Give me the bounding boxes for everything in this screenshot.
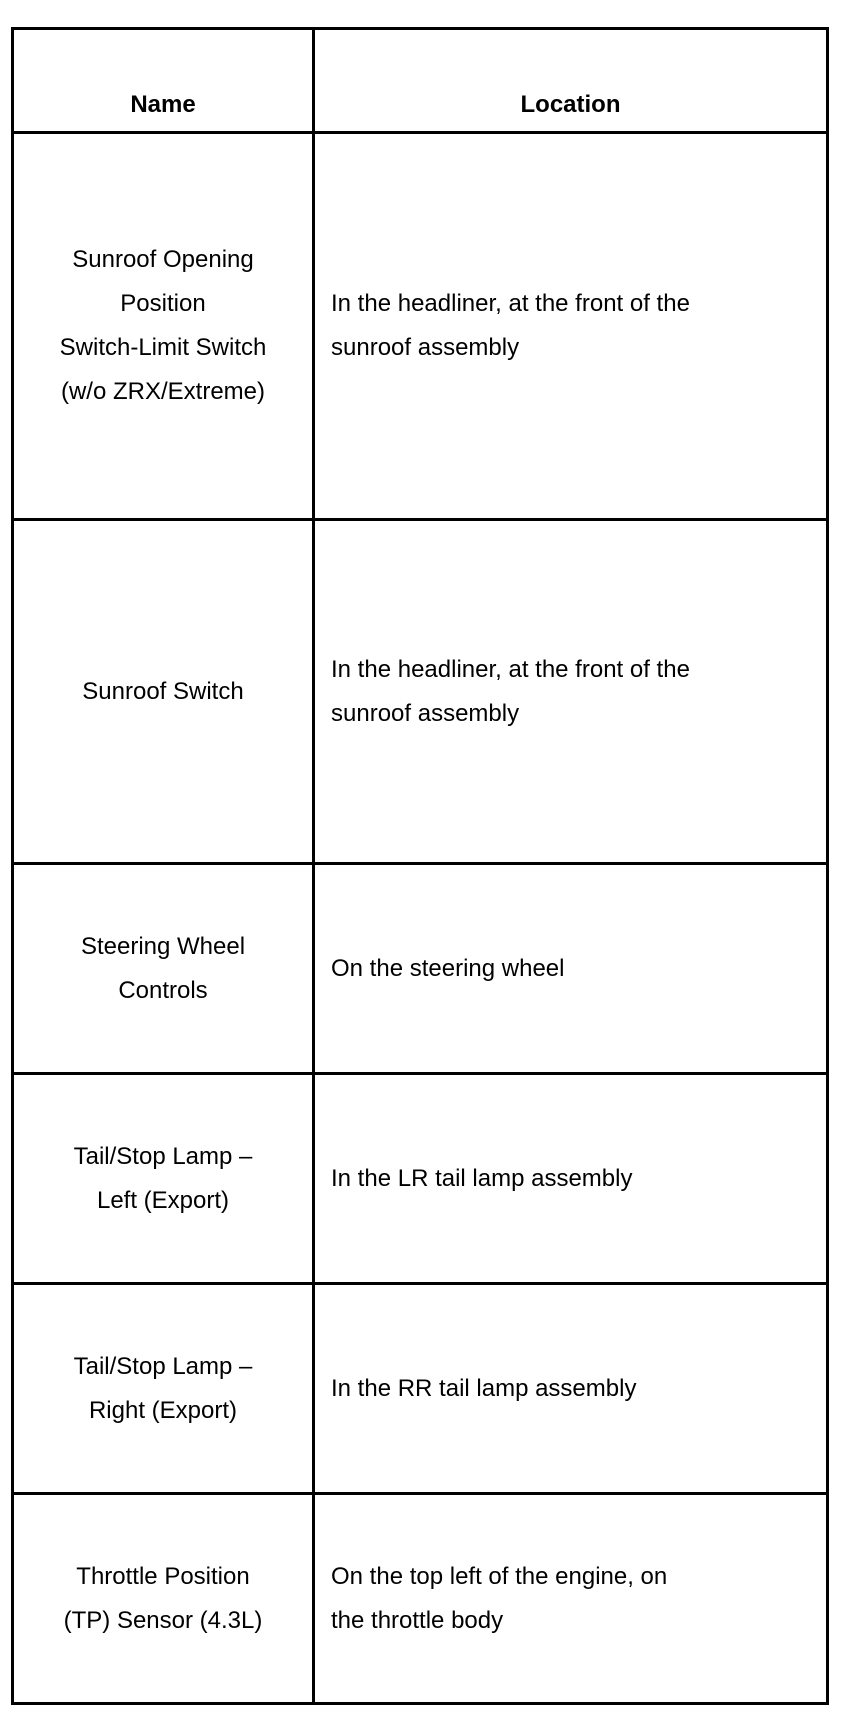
location-text: On the top left of the engine, on the throttle body xyxy=(331,1562,668,1634)
location-text: In the headliner, at the front of the sunroof assembly xyxy=(331,290,690,361)
name-cell xyxy=(13,1494,314,1704)
name-cell xyxy=(13,133,314,520)
name-cell xyxy=(13,864,314,1074)
location-cell xyxy=(314,1284,828,1494)
table-row xyxy=(13,864,828,1074)
location-text: In the LR tail lamp assembly xyxy=(331,1164,633,1192)
name-cell xyxy=(13,1074,314,1284)
location-cell xyxy=(314,133,828,520)
location-cell xyxy=(314,1494,828,1704)
table-row xyxy=(13,1494,828,1704)
location-cell xyxy=(314,520,828,864)
location-cell xyxy=(314,1074,828,1284)
name-text: Sunroof Switch xyxy=(82,677,244,705)
table-row xyxy=(13,520,828,864)
table-row xyxy=(13,133,828,520)
name-cell xyxy=(13,520,314,864)
table-row xyxy=(13,1074,828,1284)
location-text: In the headliner, at the front of the sunroof assembly xyxy=(331,655,690,727)
component-location-table-wrapper xyxy=(11,27,826,1705)
location-text: On the steering wheel xyxy=(331,954,565,982)
table-header-row xyxy=(13,29,828,133)
name-text: Tail/Stop Lamp – Left (Export) xyxy=(73,1142,253,1214)
column-header-name: Name xyxy=(13,29,314,133)
table-row xyxy=(13,1284,828,1494)
name-text: Tail/Stop Lamp – Right (Export) xyxy=(73,1352,253,1424)
name-text: Throttle Position (TP) Sensor (4.3L) xyxy=(63,1562,263,1634)
location-text: In the RR tail lamp assembly xyxy=(331,1374,637,1402)
component-location-table xyxy=(11,27,829,1705)
column-header-location: Location xyxy=(314,29,828,133)
name-text: Sunroof Opening Position Switch-Limit Switch (w/o ZRX/Extreme) xyxy=(59,246,267,405)
location-cell xyxy=(314,864,828,1074)
name-text: Steering Wheel Controls xyxy=(80,932,246,1004)
name-cell xyxy=(13,1284,314,1494)
